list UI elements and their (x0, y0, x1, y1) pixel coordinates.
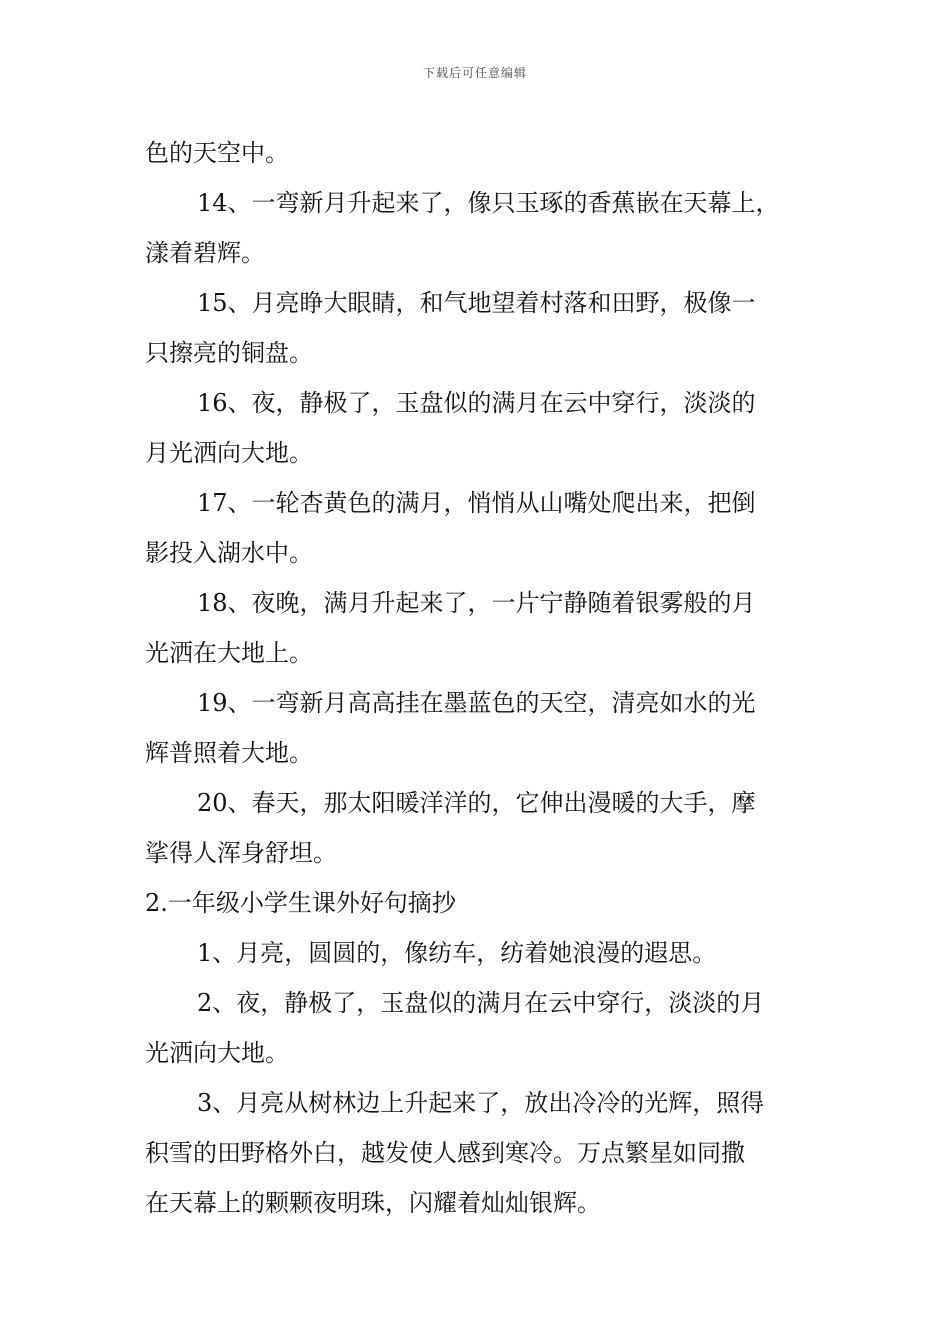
text-line: 挲得人浑身舒坦。 (145, 839, 337, 867)
text-line: 只擦亮的铜盘。 (145, 339, 313, 367)
text-line: 在天幕上的颗颗夜明珠，闪耀着灿灿银辉。 (145, 1189, 601, 1217)
text-line: 14、一弯新月升起来了，像只玉琢的香蕉嵌在天幕上， (197, 189, 780, 217)
text-line: 月光洒向大地。 (145, 439, 313, 467)
text-line: 16、夜，静极了，玉盘似的满月在云中穿行，淡淡的 (197, 389, 756, 417)
text-line: 15、月亮睁大眼睛，和气地望着村落和田野，极像一 (197, 289, 756, 317)
text-line: 17、一轮杏黄色的满月，悄悄从山嘴处爬出来，把倒 (197, 489, 756, 517)
text-line: 1、月亮，圆圆的，像纺车，纺着她浪漫的遐思。 (197, 939, 717, 967)
text-line: 影投入湖水中。 (145, 539, 313, 567)
text-line: 3、月亮从树林边上升起来了，放出冷冷的光辉，照得 (197, 1089, 765, 1117)
text-line: 19、一弯新月高高挂在墨蓝色的天空，清亮如水的光 (197, 689, 756, 717)
page-header: 下载后可任意编辑 (422, 66, 527, 80)
text-line: 辉普照着大地。 (145, 739, 313, 767)
text-line: 漾着碧辉。 (145, 239, 265, 267)
text-line: 积雪的田野格外白，越发使人感到寒冷。万点繁星如同撒 (145, 1139, 745, 1167)
text-line: 光洒在大地上。 (145, 639, 313, 667)
section-heading: 2.一年级小学生课外好句摘抄 (145, 889, 456, 917)
text-line: 色的天空中。 (145, 139, 289, 167)
text-line: 2、夜，静极了，玉盘似的满月在云中穿行，淡淡的月 (197, 989, 765, 1017)
document-body (145, 128, 810, 1228)
text-line: 光洒向大地。 (145, 1039, 289, 1067)
text-line: 18、夜晚，满月升起来了，一片宁静随着银雾般的月 (197, 589, 756, 617)
text-line: 20、春天，那太阳暖洋洋的，它伸出漫暖的大手，摩 (197, 789, 756, 817)
